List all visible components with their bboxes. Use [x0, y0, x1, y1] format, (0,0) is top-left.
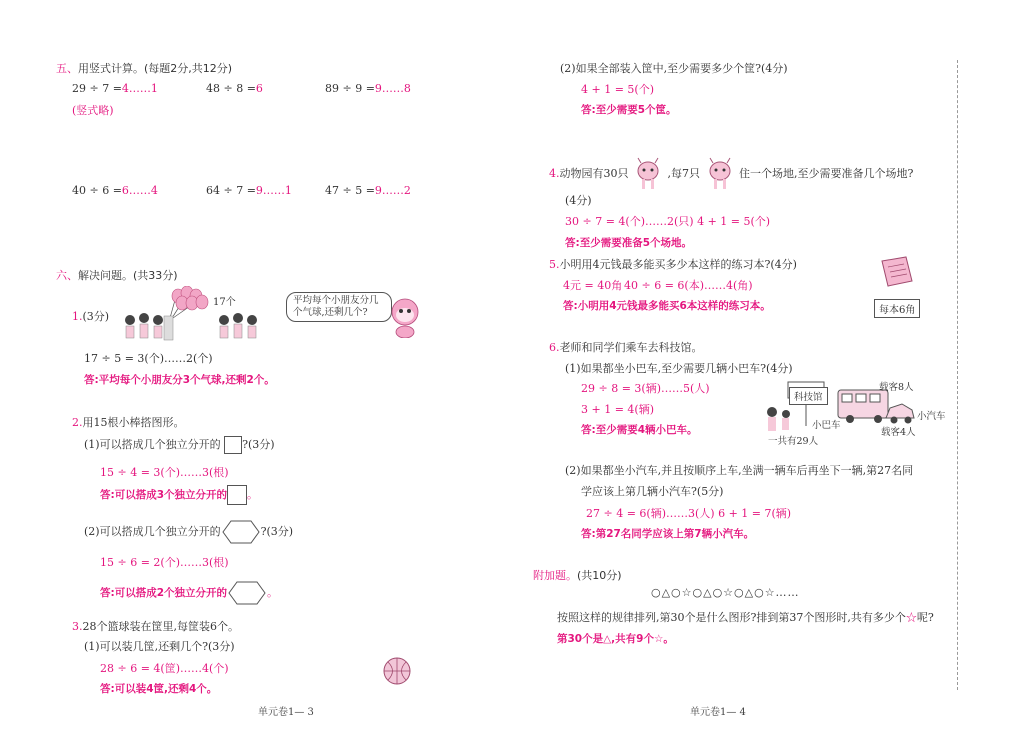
problem-3-title: 3.28个篮球装在筐里,每筐装6个。: [72, 620, 239, 633]
section-5-heading: [56, 60, 232, 76]
science-museum-sign: 科技馆: [789, 387, 828, 405]
speech-bubble: 平均每个小朋友分几个气球,还剩几个?: [286, 292, 392, 322]
children-balloons-illustration: [120, 286, 290, 344]
square-shape-icon: [224, 436, 242, 454]
page-divider: [957, 60, 958, 690]
p3-a1: 答:可以装4筐,还剩4个。: [100, 683, 218, 695]
p6-w2: 3 + 1 = 4(辆): [581, 403, 654, 416]
calc-3: 89 ÷ 9 =9……8: [325, 82, 411, 95]
p4-score: (4分): [565, 194, 592, 207]
p5-answer: 答:小明用4元钱最多能买6本这样的练习本。: [563, 300, 771, 312]
calc-2: 48 ÷ 8 =6: [206, 82, 263, 95]
p3-a2: 答:至少需要5个筐。: [581, 104, 677, 116]
problem-2-title: 2.用15根小棒搭图形。: [72, 416, 185, 429]
deer-icon: [704, 157, 736, 191]
p6-a2: 答:第27名同学应该上第7辆小汽车。: [581, 528, 755, 540]
basketball-icon: [382, 656, 412, 686]
bonus-heading: 附加题。(共10分): [533, 569, 622, 582]
calc-5: 64 ÷ 7 =9……1: [206, 184, 292, 197]
p6-a1: 答:至少需要4辆小巴车。: [581, 424, 698, 436]
right-page-footer: 单元卷1— 4: [690, 707, 746, 718]
bus-label: 小巴车: [812, 420, 841, 431]
hexagon-shape-icon: [227, 580, 267, 606]
calc-1: 29 ÷ 7 =4……1: [72, 82, 158, 95]
calc-6: 47 ÷ 5 =9……2: [325, 184, 411, 197]
p5-w2: 40 ÷ 6 = 6(本)……4(角): [624, 279, 753, 292]
problem-5-title: 5.小明用4元钱最多能买多少本这样的练习本?(4分): [549, 258, 797, 271]
section-title: 用竖式计算。(每题2分,共12分): [78, 62, 233, 75]
p3-w1: 28 ÷ 6 = 4(筐)……4(个): [100, 662, 229, 675]
bus-capacity: 载客8人: [879, 382, 914, 393]
p3-q2: (2)如果全部装入筐中,至少需要多少个筐?(4分): [560, 62, 788, 75]
square-shape-icon: [227, 485, 247, 505]
price-tag: 每本6角: [874, 299, 920, 318]
monkey-mascot-icon: [385, 296, 425, 338]
p6-q1: (1)如果都坐小巴车,至少需要几辆小巴车?(4分): [565, 362, 793, 375]
notebook-icon: [878, 255, 914, 289]
p6-q2-line2: 学应该上第几辆小汽车?(5分): [581, 485, 724, 498]
section-6-heading: 六、解决问题。(共33分): [56, 269, 178, 282]
p6-w1: 29 ÷ 8 = 3(辆)……5(人): [581, 382, 710, 395]
p6-w3: 27 ÷ 4 = 6(辆)……3(人) 6 + 1 = 7(辆): [586, 507, 792, 520]
car-label: 小汽车: [917, 411, 946, 422]
p3-q1: (1)可以装几筐,还剩几个?(3分): [84, 640, 235, 653]
problem-4-text: 4.动物园有30只 ,每7只 住一个场地,至少需要准备几个场地?: [549, 157, 913, 191]
p2-a1: 答:可以搭成3个独立分开的 。: [100, 485, 258, 505]
bonus-answer: 第30个是△,共有9个☆。: [557, 633, 674, 645]
p1-work: 17 ÷ 5 = 3(个)……2(个): [84, 352, 213, 365]
p3-w2: 4 + 1 = 5(个): [581, 83, 654, 96]
p2-w2: 15 ÷ 6 = 2(个)……3(根): [100, 556, 229, 569]
p1-answer: 答:平均每个小朋友分3个气球,还剩2个。: [84, 374, 275, 386]
p4-answer: 答:至少需要准备5个场地。: [565, 237, 693, 249]
people-count: 一共有29人: [768, 436, 819, 447]
section-number: 五、: [56, 62, 78, 75]
problem-1-label: 1.(3分): [72, 310, 110, 323]
omitted-note: (竖式略): [72, 104, 114, 117]
bonus-question: 按照这样的规律排列,第30个是什么图形?排到第37个图形时,共有多少个☆呢?: [557, 611, 934, 624]
p4-work: 30 ÷ 7 = 4(个)……2(只) 4 + 1 = 5(个): [565, 215, 771, 228]
car-capacity: 载客4人: [881, 427, 916, 438]
deer-icon: [632, 157, 664, 191]
p2-a2: 答:可以搭成2个独立分开的 。: [100, 580, 278, 606]
p5-w1: 4元 = 40角: [563, 279, 623, 292]
left-page-footer: 单元卷1— 3: [258, 707, 314, 718]
calc-4: 40 ÷ 6 =6……4: [72, 184, 158, 197]
shape-pattern: ○△○☆○△○☆○△○☆……: [651, 586, 800, 599]
p2-w1: 15 ÷ 4 = 3(个)……3(根): [100, 466, 229, 479]
p6-q2-line1: (2)如果都坐小汽车,并且按顺序上车,坐满一辆车后再坐下一辆,第27名同: [565, 464, 914, 477]
p2-q2: (2)可以搭成几个独立分开的 ?(3分): [84, 519, 293, 545]
p2-q1: (1)可以搭成几个独立分开的 ?(3分): [84, 436, 275, 454]
hexagon-shape-icon: [221, 519, 261, 545]
balloon-count: 17个: [213, 297, 236, 308]
problem-6-title: 6.老师和同学们乘车去科技馆。: [549, 341, 703, 354]
